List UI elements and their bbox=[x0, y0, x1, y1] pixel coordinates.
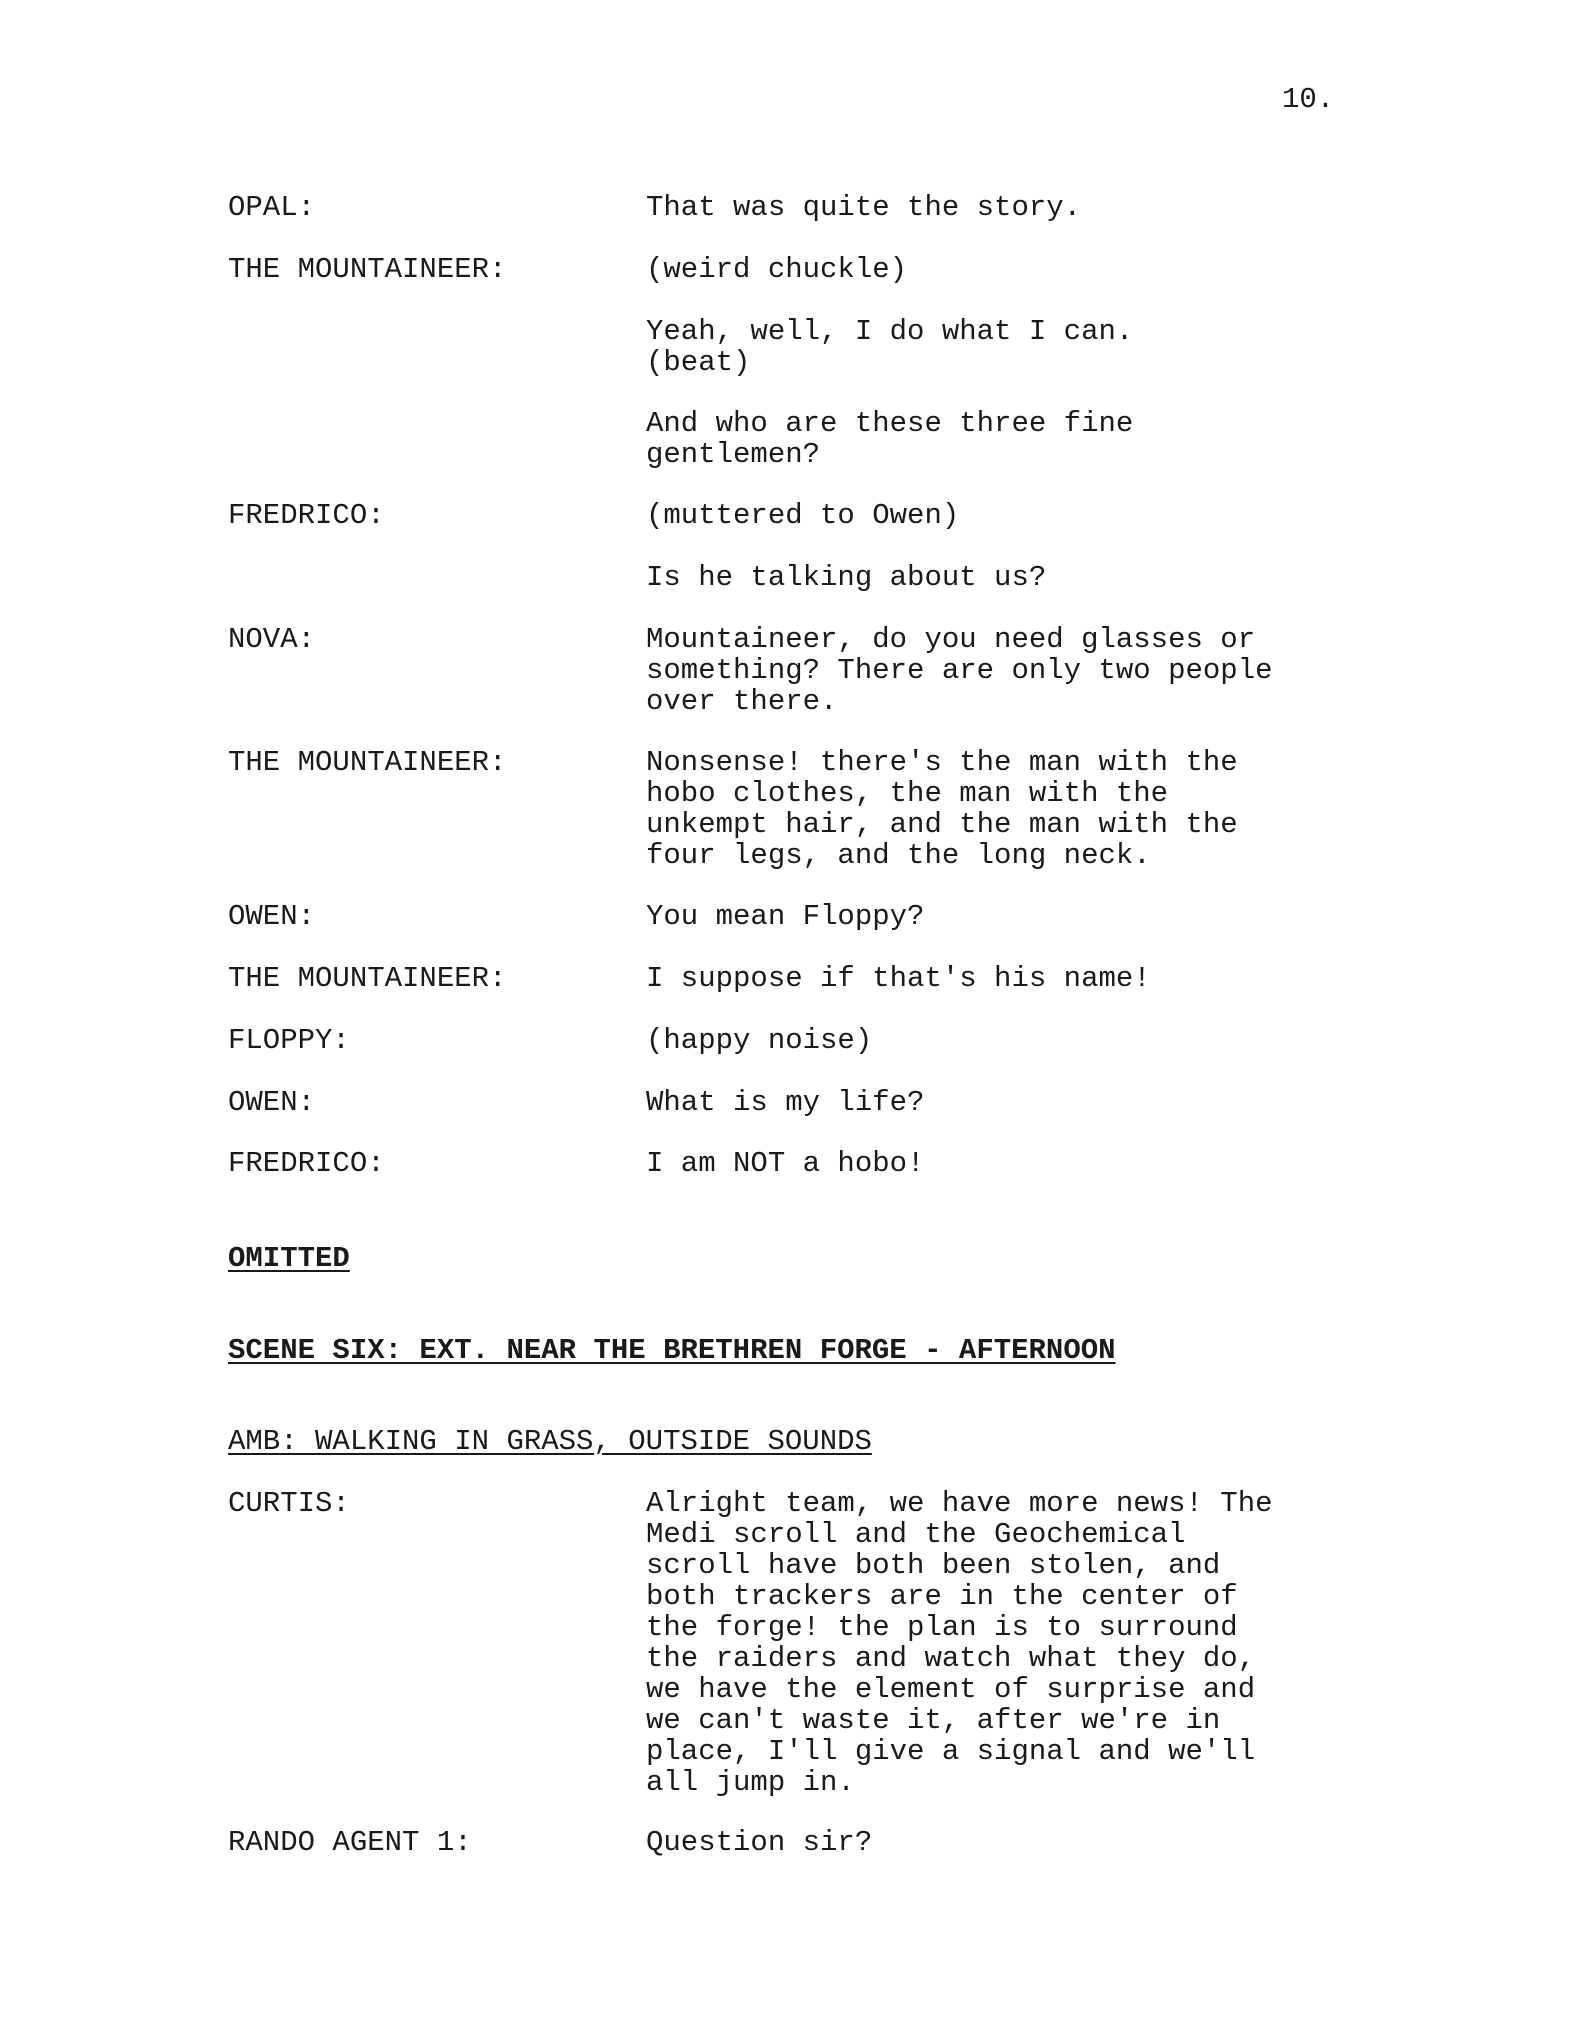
speaker-name: FREDRICO: bbox=[228, 499, 385, 532]
dialogue-line: Nonsense! there's the man with the bbox=[646, 746, 1238, 779]
speaker-name: CURTIS: bbox=[228, 1487, 350, 1520]
speaker-name: THE MOUNTAINEER: bbox=[228, 746, 507, 779]
dialogue-line: the raiders and watch what they do, bbox=[646, 1642, 1256, 1675]
dialogue-line: four legs, and the long neck. bbox=[646, 839, 1151, 872]
dialogue-line: Alright team, we have more news! The bbox=[646, 1487, 1273, 1520]
dialogue-line: the forge! the plan is to surround bbox=[646, 1611, 1238, 1644]
dialogue-line: Medi scroll and the Geochemical bbox=[646, 1518, 1186, 1551]
speaker-name: RANDO AGENT 1: bbox=[228, 1826, 472, 1859]
dialogue-line: You mean Floppy? bbox=[646, 900, 925, 933]
dialogue-line: What is my life? bbox=[646, 1086, 925, 1119]
scene-heading: SCENE SIX: EXT. NEAR THE BRETHREN FORGE - AFTERNOON bbox=[228, 1334, 1116, 1367]
dialogue-line: Question sir? bbox=[646, 1826, 873, 1859]
dialogue-line: And who are these three fine bbox=[646, 407, 1134, 440]
dialogue-line: all jump in. bbox=[646, 1766, 855, 1799]
page-number: 10. bbox=[1282, 83, 1335, 116]
speaker-name: THE MOUNTAINEER: bbox=[228, 962, 507, 995]
speaker-name: THE MOUNTAINEER: bbox=[228, 253, 507, 286]
dialogue-line: Is he talking about us? bbox=[646, 561, 1047, 594]
dialogue-line: unkempt hair, and the man with the bbox=[646, 808, 1238, 841]
dialogue-line: Yeah, well, I do what I can. bbox=[646, 315, 1134, 348]
speaker-name: OWEN: bbox=[228, 1086, 316, 1119]
dialogue-line: hobo clothes, the man with the bbox=[646, 777, 1169, 810]
speaker-name: OWEN: bbox=[228, 900, 316, 933]
dialogue-line: That was quite the story. bbox=[646, 191, 1082, 224]
dialogue-line: (beat) bbox=[646, 346, 751, 379]
dialogue-line: gentlemen? bbox=[646, 438, 821, 471]
dialogue-line: (weird chuckle) bbox=[646, 253, 908, 286]
dialogue-line: both trackers are in the center of bbox=[646, 1580, 1238, 1613]
dialogue-line: I am NOT a hobo! bbox=[646, 1147, 925, 1180]
ambience-note: AMB: WALKING IN GRASS, OUTSIDE SOUNDS bbox=[228, 1425, 872, 1458]
dialogue-line: over there. bbox=[646, 685, 838, 718]
omitted-heading: OMITTED bbox=[228, 1242, 350, 1275]
speaker-name: FLOPPY: bbox=[228, 1024, 350, 1057]
dialogue-line: (happy noise) bbox=[646, 1024, 873, 1057]
dialogue-line: something? There are only two people bbox=[646, 654, 1273, 687]
dialogue-line: we can't waste it, after we're in bbox=[646, 1704, 1221, 1737]
speaker-name: NOVA: bbox=[228, 623, 316, 656]
dialogue-line: (muttered to Owen) bbox=[646, 499, 960, 532]
speaker-name: OPAL: bbox=[228, 191, 316, 224]
dialogue-line: we have the element of surprise and bbox=[646, 1673, 1256, 1706]
dialogue-line: Mountaineer, do you need glasses or bbox=[646, 623, 1256, 656]
speaker-name: FREDRICO: bbox=[228, 1147, 385, 1180]
dialogue-line: scroll have both been stolen, and bbox=[646, 1549, 1221, 1582]
dialogue-line: I suppose if that's his name! bbox=[646, 962, 1151, 995]
dialogue-line: place, I'll give a signal and we'll bbox=[646, 1735, 1256, 1768]
